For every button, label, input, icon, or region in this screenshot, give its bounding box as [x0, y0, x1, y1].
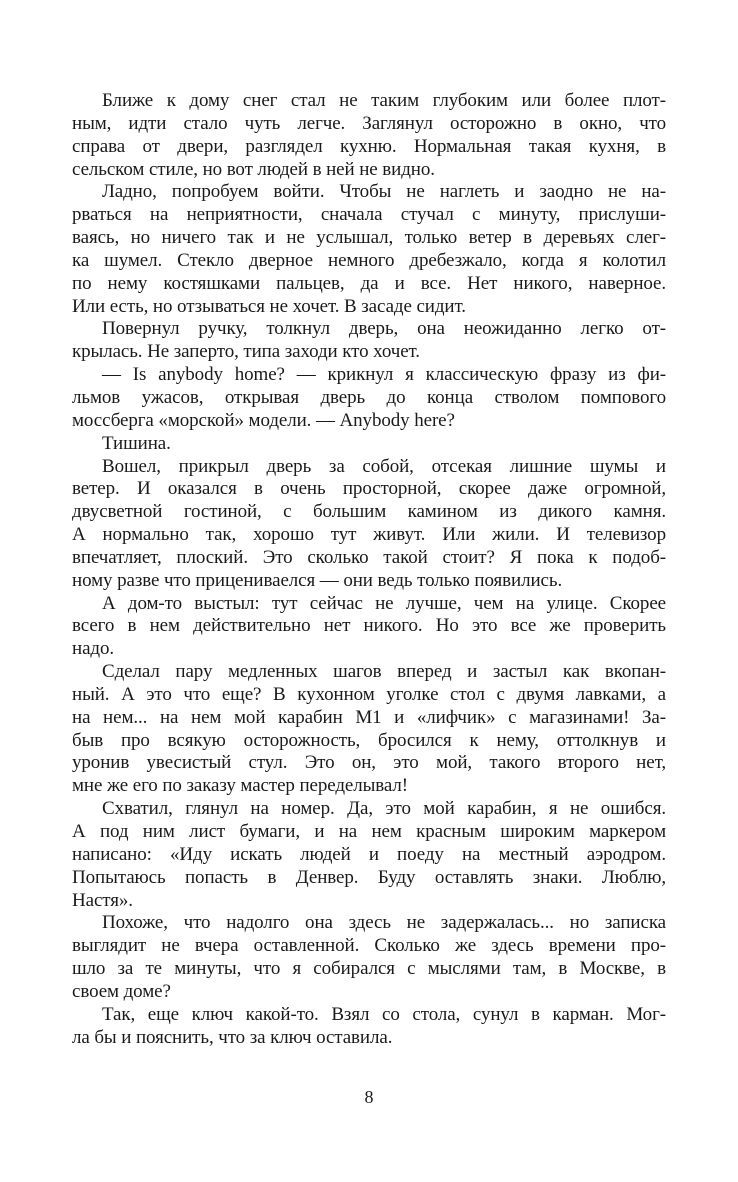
text-line: быв про всякую осторожность, бросился к нему, оттолкнув и [72, 729, 666, 751]
text-line: двусветной гостиной, с большим камином из дикого камня. [72, 501, 666, 523]
text-line: Похоже, что надолго она здесь не задержалась... но записка [102, 912, 666, 934]
text-line: сельском стиле, но вот людей в ней не видно. [72, 158, 435, 180]
text-line: моссберга «морской» модели. — Anybody here? [72, 409, 455, 431]
text-line: Попытаюсь попасть в Денвер. Буду оставлять знаки. Люблю, [72, 866, 666, 888]
text-line: Вошел, прикрыл дверь за собой, отсекая лишние шумы и [102, 455, 666, 477]
text-line: льмов ужасов, открывая дверь до конца стволом помпового [72, 386, 666, 408]
text-line: всего в нем действительно нет никого. Но это все же проверить [72, 615, 666, 637]
text-line: надо. [72, 638, 115, 660]
text-line: своем доме? [72, 980, 171, 1002]
text-line: ла бы и пояснить, что за ключ оставила. [72, 1026, 393, 1048]
text-line: А дом-то выстыл: тут сейчас не лучше, чем на улице. Скорее [102, 592, 666, 614]
text-line: шло за те минуты, что я собирался с мыслями там, в Москве, в [72, 958, 666, 980]
text-line: ветер. И оказался в очень просторной, скорее даже огромной, [72, 478, 666, 500]
text-line: Схватил, глянул на номер. Да, это мой карабин, я не ошибся. [102, 798, 666, 820]
text-line: справа от двери, разглядел кухню. Нормальная такая кухня, в [72, 135, 666, 157]
text-line: ка шумел. Стекло дверное немного дребезжало, когда я колотил [72, 249, 666, 271]
text-line: А нормально так, хорошо тут живут. Или жили. И телевизор [72, 524, 666, 546]
text-line: выглядит не вчера оставленной. Сколько же здесь времени про- [72, 935, 666, 957]
text-line: Так, еще ключ какой-то. Взял со стола, сунул в карман. Мог- [102, 1003, 666, 1025]
text-line: ному разве что прицениваелся — они ведь только появились. [72, 569, 563, 591]
text-line: уронив увесистый стул. Это он, это мой, такого второго нет, [72, 752, 666, 774]
text-line: Ладно, попробуем войти. Чтобы не наглеть и заодно не на- [102, 181, 666, 203]
text-line: ным, идти стало чуть легче. Заглянул осторожно в окно, что [72, 112, 666, 134]
text-line: рваться на неприятности, сначала стучал с минуту, прислуши- [72, 204, 666, 226]
text-line: — Is anybody home? — крикнул я классическую фразу из фи- [102, 364, 666, 386]
text-line: Или есть, но отзываться не хочет. В засаде сидит. [72, 295, 466, 317]
text-line: ный. А это что еще? В кухонном уголке стол с двумя лавками, а [72, 683, 666, 705]
body-text [72, 90, 666, 1049]
text-line: Тишина. [102, 432, 171, 454]
text-line: мне же его по заказу мастер переделывал! [72, 775, 409, 797]
text-line: впечатляет, плоский. Это сколько такой стоит? Я пока к подоб- [72, 546, 666, 568]
text-line: на нем... на нем мой карабин М1 и «лифчик» с магазинами! За- [72, 706, 666, 728]
text-line: ваясь, но ничего так и не услышал, только ветер в деревьях слег- [72, 227, 666, 249]
text-line: Сделал пару медленных шагов вперед и застыл как вкопан- [102, 661, 666, 683]
text-line: Настя». [72, 889, 133, 911]
text-line: крылась. Не заперто, типа заходи кто хочет. [72, 341, 420, 363]
text-line: написано: «Иду искать людей и поеду на местный аэродром. [72, 843, 666, 865]
text-line: А под ним лист бумаги, и на нем красным широким маркером [72, 821, 666, 842]
page-number: 8 [364, 1087, 374, 1107]
text-line: Повернул ручку, толкнул дверь, она неожиданно легко от- [102, 318, 666, 340]
text-line: Ближе к дому снег стал не таким глубоким или более плот- [102, 90, 666, 111]
text-line: по нему костяшками пальцев, да и все. Нет никого, наверное. [72, 272, 666, 294]
